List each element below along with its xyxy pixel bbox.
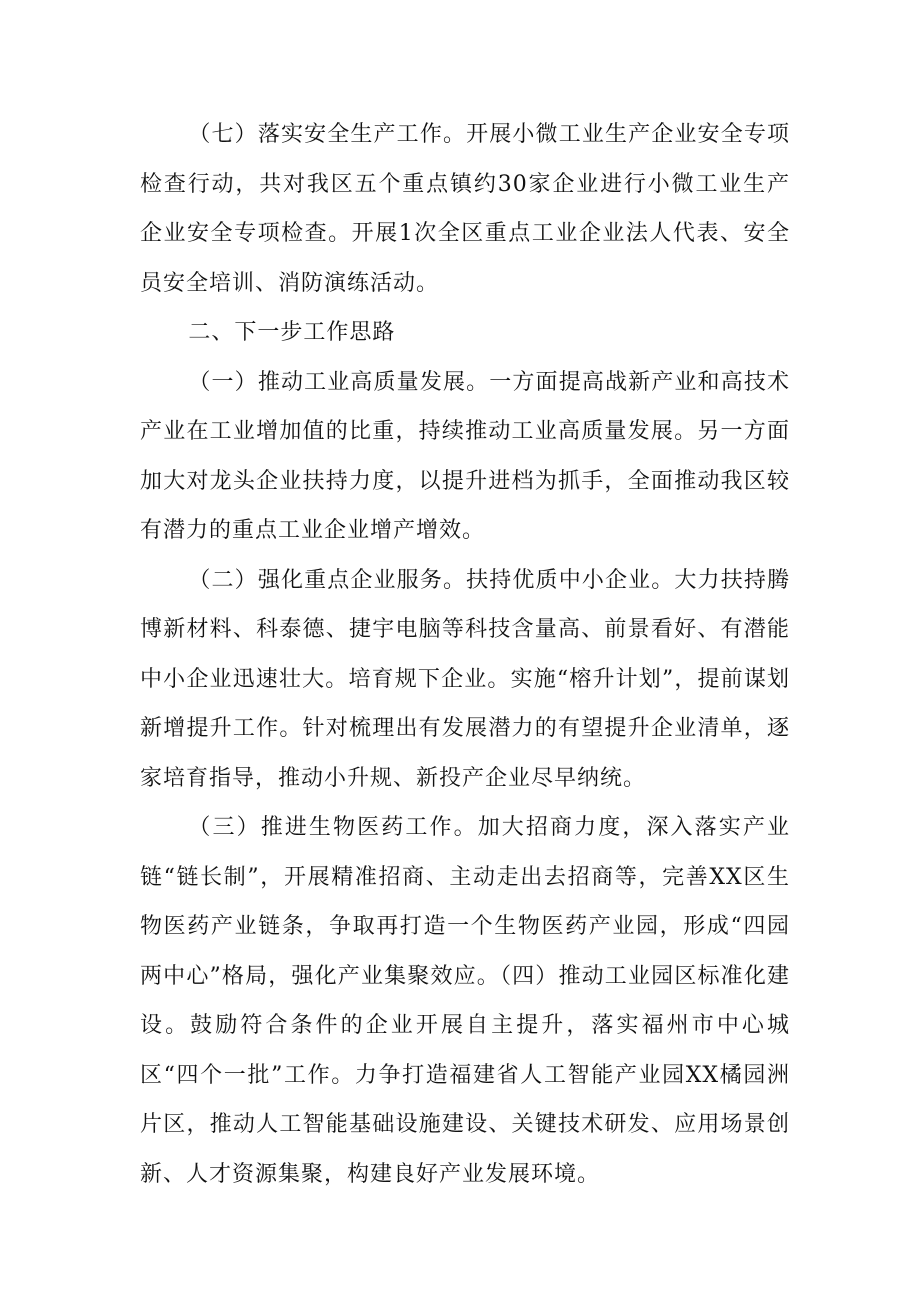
document-body: [140, 110, 790, 1199]
section-heading-next-steps: 二、下一步工作思路: [188, 320, 396, 345]
paragraph-safety-production: （七）落实安全生产工作。开展小微工业生产企业安全专项检查行动，共对我区五个重点镇约30家企业进行小微工业生产企业安全专项检查。开展1次全区重点工业企业法人代表、安全员安全培训、消防演练活动。: [140, 122, 790, 296]
paragraph-key-enterprise-service: （二）强化重点企业服务。扶持优质中小企业。大力扶持腾博新材料、科泰德、捷宇电脑等科技含量高、前景看好、有潜能中小企业迅速壮大。培育规下企业。实施“榕升计划”，提前谋划新增提升工作。针对梳理出有发展潜力的有望提升企业清单，逐家培育指导，推动小升规、新投产企业尽早纳统。: [140, 567, 790, 791]
paragraph-biomedicine: （三）推进生物医药工作。加大招商力度，深入落实产业链“链长制”，开展精准招商、主动走出去招商等，完善XX区生物医药产业链条，争取再打造一个生物医药产业园，形成“四园两中心”格局，强化产业集聚效应。（四）推动工业园区标准化建设。鼓励符合条件的企业开展自主提升，落实福州市中心城区“四个一批”工作。力争打造福建省人工智能产业园XX橘园洲片区，推动人工智能基础设施建设、关键技术研发、应用场景创新、人才资源集聚，构建良好产业发展环境。: [140, 815, 790, 1187]
paragraph-industrial-development: （一）推动工业高质量发展。一方面提高战新产业和高技术产业在工业增加值的比重，持续推动工业高质量发展。另一方面加大对龙头企业扶持力度，以提升进档为抓手，全面推动我区较有潜力的重点工业企业增产增效。: [140, 369, 790, 543]
